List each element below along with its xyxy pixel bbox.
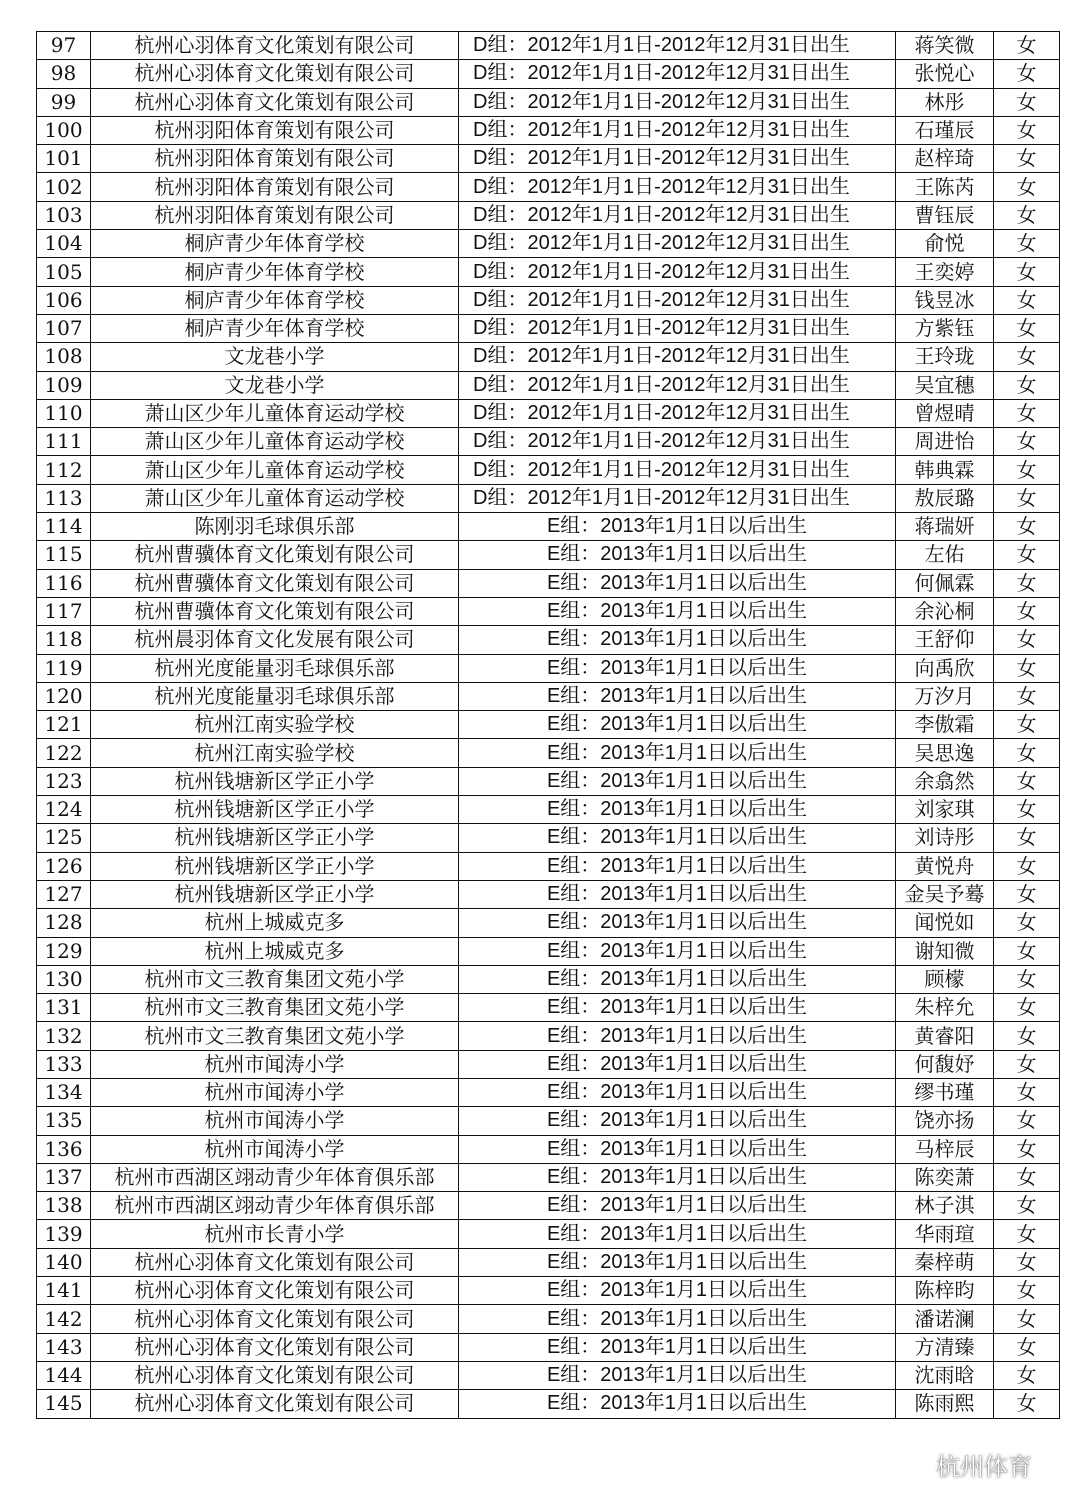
row-number: 99 bbox=[37, 88, 91, 116]
row-name: 蒋笑微 bbox=[896, 32, 994, 60]
row-group: E组：2013年1月1日以后出生 bbox=[459, 880, 896, 908]
row-sex: 女 bbox=[994, 484, 1060, 512]
row-unit: 杭州心羽体育文化策划有限公司 bbox=[91, 32, 459, 60]
table-row bbox=[37, 88, 1060, 116]
row-number: 138 bbox=[37, 1192, 91, 1220]
row-sex: 女 bbox=[994, 201, 1060, 229]
table-row bbox=[37, 513, 1060, 541]
row-number: 139 bbox=[37, 1220, 91, 1248]
row-group: E组：2013年1月1日以后出生 bbox=[459, 513, 896, 541]
row-unit: 杭州江南实验学校 bbox=[91, 739, 459, 767]
row-group: D组：2012年1月1日-2012年12月31日出生 bbox=[459, 399, 896, 427]
row-group: E组：2013年1月1日以后出生 bbox=[459, 1163, 896, 1191]
table-row bbox=[37, 1163, 1060, 1191]
row-name: 朱梓允 bbox=[896, 994, 994, 1022]
row-name: 刘诗彤 bbox=[896, 824, 994, 852]
table-row bbox=[37, 484, 1060, 512]
row-name: 王舒仰 bbox=[896, 626, 994, 654]
row-sex: 女 bbox=[994, 1022, 1060, 1050]
row-name: 张悦心 bbox=[896, 60, 994, 88]
row-sex: 女 bbox=[994, 909, 1060, 937]
row-group: E组：2013年1月1日以后出生 bbox=[459, 739, 896, 767]
row-unit: 杭州市闻涛小学 bbox=[91, 1078, 459, 1106]
row-group: E组：2013年1月1日以后出生 bbox=[459, 1192, 896, 1220]
row-name: 吴宜穗 bbox=[896, 371, 994, 399]
row-name: 华雨瑄 bbox=[896, 1220, 994, 1248]
row-sex: 女 bbox=[994, 428, 1060, 456]
row-unit: 文龙巷小学 bbox=[91, 371, 459, 399]
table-row bbox=[37, 1277, 1060, 1305]
roster-body bbox=[37, 32, 1060, 1419]
table-row bbox=[37, 201, 1060, 229]
row-name: 林子淇 bbox=[896, 1192, 994, 1220]
row-number: 137 bbox=[37, 1163, 91, 1191]
row-number: 98 bbox=[37, 60, 91, 88]
row-unit: 陈刚羽毛球俱乐部 bbox=[91, 513, 459, 541]
row-name: 何佩霖 bbox=[896, 569, 994, 597]
row-name: 曹钰辰 bbox=[896, 201, 994, 229]
row-unit: 杭州心羽体育文化策划有限公司 bbox=[91, 1361, 459, 1389]
row-number: 130 bbox=[37, 965, 91, 993]
row-group: E组：2013年1月1日以后出生 bbox=[459, 965, 896, 993]
row-group: D组：2012年1月1日-2012年12月31日出生 bbox=[459, 371, 896, 399]
row-number: 123 bbox=[37, 767, 91, 795]
row-group: E组：2013年1月1日以后出生 bbox=[459, 1248, 896, 1276]
row-name: 黄睿阳 bbox=[896, 1022, 994, 1050]
row-group: E组：2013年1月1日以后出生 bbox=[459, 1390, 896, 1418]
row-number: 97 bbox=[37, 32, 91, 60]
row-sex: 女 bbox=[994, 711, 1060, 739]
row-group: E组：2013年1月1日以后出生 bbox=[459, 1220, 896, 1248]
row-unit: 杭州市闻涛小学 bbox=[91, 1107, 459, 1135]
row-group: D组：2012年1月1日-2012年12月31日出生 bbox=[459, 314, 896, 342]
row-number: 105 bbox=[37, 258, 91, 286]
row-group: E组：2013年1月1日以后出生 bbox=[459, 626, 896, 654]
row-unit: 桐庐青少年体育学校 bbox=[91, 286, 459, 314]
table-row bbox=[37, 32, 1060, 60]
row-sex: 女 bbox=[994, 1050, 1060, 1078]
row-sex: 女 bbox=[994, 1220, 1060, 1248]
row-sex: 女 bbox=[994, 314, 1060, 342]
table-row bbox=[37, 597, 1060, 625]
row-group: E组：2013年1月1日以后出生 bbox=[459, 1305, 896, 1333]
row-number: 104 bbox=[37, 230, 91, 258]
row-unit: 杭州曹骥体育文化策划有限公司 bbox=[91, 569, 459, 597]
row-sex: 女 bbox=[994, 230, 1060, 258]
table-row bbox=[37, 654, 1060, 682]
row-group: D组：2012年1月1日-2012年12月31日出生 bbox=[459, 258, 896, 286]
row-group: E组：2013年1月1日以后出生 bbox=[459, 1107, 896, 1135]
watermark bbox=[896, 1446, 1032, 1482]
row-sex: 女 bbox=[994, 569, 1060, 597]
row-group: D组：2012年1月1日-2012年12月31日出生 bbox=[459, 173, 896, 201]
row-group: D组：2012年1月1日-2012年12月31日出生 bbox=[459, 286, 896, 314]
row-unit: 杭州市文三教育集团文苑小学 bbox=[91, 965, 459, 993]
row-number: 118 bbox=[37, 626, 91, 654]
row-name: 吴思逸 bbox=[896, 739, 994, 767]
row-name: 金吴予蓦 bbox=[896, 880, 994, 908]
row-group: D组：2012年1月1日-2012年12月31日出生 bbox=[459, 201, 896, 229]
row-number: 143 bbox=[37, 1333, 91, 1361]
row-group: D组：2012年1月1日-2012年12月31日出生 bbox=[459, 145, 896, 173]
row-number: 122 bbox=[37, 739, 91, 767]
row-sex: 女 bbox=[994, 456, 1060, 484]
row-name: 陈雨熙 bbox=[896, 1390, 994, 1418]
row-sex: 女 bbox=[994, 513, 1060, 541]
row-sex: 女 bbox=[994, 937, 1060, 965]
row-number: 132 bbox=[37, 1022, 91, 1050]
row-group: D组：2012年1月1日-2012年12月31日出生 bbox=[459, 60, 896, 88]
table-row bbox=[37, 965, 1060, 993]
row-group: D组：2012年1月1日-2012年12月31日出生 bbox=[459, 456, 896, 484]
row-number: 119 bbox=[37, 654, 91, 682]
row-group: E组：2013年1月1日以后出生 bbox=[459, 824, 896, 852]
row-group: D组：2012年1月1日-2012年12月31日出生 bbox=[459, 428, 896, 456]
row-group: E组：2013年1月1日以后出生 bbox=[459, 1333, 896, 1361]
row-number: 111 bbox=[37, 428, 91, 456]
row-sex: 女 bbox=[994, 880, 1060, 908]
row-name: 石瑾辰 bbox=[896, 116, 994, 144]
table-row bbox=[37, 1305, 1060, 1333]
row-number: 136 bbox=[37, 1135, 91, 1163]
row-number: 126 bbox=[37, 852, 91, 880]
row-sex: 女 bbox=[994, 343, 1060, 371]
table-row bbox=[37, 682, 1060, 710]
table-row bbox=[37, 1050, 1060, 1078]
table-row bbox=[37, 767, 1060, 795]
row-name: 方紫钰 bbox=[896, 314, 994, 342]
row-number: 145 bbox=[37, 1390, 91, 1418]
row-group: D组：2012年1月1日-2012年12月31日出生 bbox=[459, 230, 896, 258]
row-group: E组：2013年1月1日以后出生 bbox=[459, 541, 896, 569]
row-number: 127 bbox=[37, 880, 91, 908]
row-unit: 杭州羽阳体育策划有限公司 bbox=[91, 201, 459, 229]
row-unit: 桐庐青少年体育学校 bbox=[91, 314, 459, 342]
row-sex: 女 bbox=[994, 541, 1060, 569]
row-name: 钱昱冰 bbox=[896, 286, 994, 314]
row-sex: 女 bbox=[994, 1361, 1060, 1389]
row-unit: 杭州心羽体育文化策划有限公司 bbox=[91, 1390, 459, 1418]
row-group: E组：2013年1月1日以后出生 bbox=[459, 682, 896, 710]
table-row bbox=[37, 739, 1060, 767]
row-name: 谢知微 bbox=[896, 937, 994, 965]
row-sex: 女 bbox=[994, 1163, 1060, 1191]
row-name: 林彤 bbox=[896, 88, 994, 116]
row-number: 108 bbox=[37, 343, 91, 371]
row-unit: 杭州钱塘新区学正小学 bbox=[91, 796, 459, 824]
watermark-text: 杭州体育 bbox=[936, 1452, 1032, 1481]
row-name: 王陈芮 bbox=[896, 173, 994, 201]
row-number: 102 bbox=[37, 173, 91, 201]
row-name: 敖辰璐 bbox=[896, 484, 994, 512]
row-number: 107 bbox=[37, 314, 91, 342]
row-group: E组：2013年1月1日以后出生 bbox=[459, 1078, 896, 1106]
row-sex: 女 bbox=[994, 371, 1060, 399]
row-name: 向禹欣 bbox=[896, 654, 994, 682]
table-row bbox=[37, 994, 1060, 1022]
row-name: 王奕婷 bbox=[896, 258, 994, 286]
row-number: 113 bbox=[37, 484, 91, 512]
row-unit: 杭州市西湖区翊动青少年体育俱乐部 bbox=[91, 1192, 459, 1220]
row-unit: 杭州羽阳体育策划有限公司 bbox=[91, 116, 459, 144]
row-group: E组：2013年1月1日以后出生 bbox=[459, 1135, 896, 1163]
row-unit: 杭州钱塘新区学正小学 bbox=[91, 880, 459, 908]
row-group: D组：2012年1月1日-2012年12月31日出生 bbox=[459, 88, 896, 116]
row-number: 124 bbox=[37, 796, 91, 824]
row-name: 潘诺澜 bbox=[896, 1305, 994, 1333]
row-sex: 女 bbox=[994, 258, 1060, 286]
row-unit: 杭州上城威克多 bbox=[91, 937, 459, 965]
row-sex: 女 bbox=[994, 1107, 1060, 1135]
row-number: 101 bbox=[37, 145, 91, 173]
row-number: 110 bbox=[37, 399, 91, 427]
row-name: 陈奕萧 bbox=[896, 1163, 994, 1191]
row-unit: 萧山区少年儿童体育运动学校 bbox=[91, 484, 459, 512]
row-unit: 桐庐青少年体育学校 bbox=[91, 230, 459, 258]
row-sex: 女 bbox=[994, 1078, 1060, 1106]
row-sex: 女 bbox=[994, 824, 1060, 852]
table-row bbox=[37, 1248, 1060, 1276]
row-group: D组：2012年1月1日-2012年12月31日出生 bbox=[459, 484, 896, 512]
row-group: E组：2013年1月1日以后出生 bbox=[459, 1022, 896, 1050]
row-unit: 杭州曹骥体育文化策划有限公司 bbox=[91, 597, 459, 625]
table-row bbox=[37, 824, 1060, 852]
row-sex: 女 bbox=[994, 173, 1060, 201]
row-sex: 女 bbox=[994, 626, 1060, 654]
row-name: 韩典霖 bbox=[896, 456, 994, 484]
row-sex: 女 bbox=[994, 654, 1060, 682]
row-unit: 萧山区少年儿童体育运动学校 bbox=[91, 399, 459, 427]
row-name: 饶亦扬 bbox=[896, 1107, 994, 1135]
row-number: 142 bbox=[37, 1305, 91, 1333]
row-unit: 杭州江南实验学校 bbox=[91, 711, 459, 739]
table-row bbox=[37, 173, 1060, 201]
row-unit: 萧山区少年儿童体育运动学校 bbox=[91, 428, 459, 456]
table-row bbox=[37, 852, 1060, 880]
table-row bbox=[37, 796, 1060, 824]
table-row bbox=[37, 937, 1060, 965]
table-row bbox=[37, 399, 1060, 427]
row-number: 117 bbox=[37, 597, 91, 625]
row-name: 余沁桐 bbox=[896, 597, 994, 625]
row-group: E组：2013年1月1日以后出生 bbox=[459, 909, 896, 937]
row-name: 周进怡 bbox=[896, 428, 994, 456]
row-unit: 桐庐青少年体育学校 bbox=[91, 258, 459, 286]
table-row bbox=[37, 314, 1060, 342]
table-row bbox=[37, 541, 1060, 569]
row-sex: 女 bbox=[994, 796, 1060, 824]
row-number: 134 bbox=[37, 1078, 91, 1106]
row-unit: 杭州晨羽体育文化发展有限公司 bbox=[91, 626, 459, 654]
row-sex: 女 bbox=[994, 1305, 1060, 1333]
row-sex: 女 bbox=[994, 60, 1060, 88]
row-unit: 杭州钱塘新区学正小学 bbox=[91, 852, 459, 880]
row-name: 陈梓昀 bbox=[896, 1277, 994, 1305]
table-row bbox=[37, 711, 1060, 739]
table-row bbox=[37, 343, 1060, 371]
row-number: 131 bbox=[37, 994, 91, 1022]
row-name: 王玲珑 bbox=[896, 343, 994, 371]
row-unit: 杭州市闻涛小学 bbox=[91, 1135, 459, 1163]
row-number: 103 bbox=[37, 201, 91, 229]
row-group: E组：2013年1月1日以后出生 bbox=[459, 796, 896, 824]
table-row bbox=[37, 145, 1060, 173]
row-unit: 杭州上城威克多 bbox=[91, 909, 459, 937]
table-row bbox=[37, 1022, 1060, 1050]
row-number: 120 bbox=[37, 682, 91, 710]
row-unit: 杭州羽阳体育策划有限公司 bbox=[91, 145, 459, 173]
row-number: 121 bbox=[37, 711, 91, 739]
row-name: 闻悦如 bbox=[896, 909, 994, 937]
row-sex: 女 bbox=[994, 1135, 1060, 1163]
row-group: D组：2012年1月1日-2012年12月31日出生 bbox=[459, 343, 896, 371]
table-row bbox=[37, 371, 1060, 399]
row-name: 方清臻 bbox=[896, 1333, 994, 1361]
row-unit: 萧山区少年儿童体育运动学校 bbox=[91, 456, 459, 484]
table-row bbox=[37, 909, 1060, 937]
table-row bbox=[37, 1135, 1060, 1163]
row-group: E组：2013年1月1日以后出生 bbox=[459, 1277, 896, 1305]
row-name: 万汐月 bbox=[896, 682, 994, 710]
row-sex: 女 bbox=[994, 852, 1060, 880]
row-unit: 杭州市长青小学 bbox=[91, 1220, 459, 1248]
row-number: 109 bbox=[37, 371, 91, 399]
row-number: 114 bbox=[37, 513, 91, 541]
row-name: 沈雨晗 bbox=[896, 1361, 994, 1389]
row-sex: 女 bbox=[994, 1333, 1060, 1361]
row-number: 129 bbox=[37, 937, 91, 965]
row-name: 蒋瑞妍 bbox=[896, 513, 994, 541]
row-sex: 女 bbox=[994, 32, 1060, 60]
row-name: 李傲霜 bbox=[896, 711, 994, 739]
table-row bbox=[37, 569, 1060, 597]
row-name: 赵梓琦 bbox=[896, 145, 994, 173]
row-group: D组：2012年1月1日-2012年12月31日出生 bbox=[459, 116, 896, 144]
row-name: 余翕然 bbox=[896, 767, 994, 795]
row-unit: 杭州心羽体育文化策划有限公司 bbox=[91, 88, 459, 116]
table-row bbox=[37, 626, 1060, 654]
table-row bbox=[37, 286, 1060, 314]
row-unit: 杭州市闻涛小学 bbox=[91, 1050, 459, 1078]
row-sex: 女 bbox=[994, 286, 1060, 314]
row-group: E组：2013年1月1日以后出生 bbox=[459, 711, 896, 739]
row-sex: 女 bbox=[994, 1192, 1060, 1220]
row-sex: 女 bbox=[994, 767, 1060, 795]
table-row bbox=[37, 60, 1060, 88]
row-name: 俞悦 bbox=[896, 230, 994, 258]
row-number: 112 bbox=[37, 456, 91, 484]
row-group: E组：2013年1月1日以后出生 bbox=[459, 597, 896, 625]
row-number: 144 bbox=[37, 1361, 91, 1389]
row-unit: 文龙巷小学 bbox=[91, 343, 459, 371]
row-group: E组：2013年1月1日以后出生 bbox=[459, 937, 896, 965]
row-group: E组：2013年1月1日以后出生 bbox=[459, 1050, 896, 1078]
row-unit: 杭州心羽体育文化策划有限公司 bbox=[91, 1277, 459, 1305]
row-sex: 女 bbox=[994, 88, 1060, 116]
table-row bbox=[37, 428, 1060, 456]
row-name: 秦梓萌 bbox=[896, 1248, 994, 1276]
row-name: 黄悦舟 bbox=[896, 852, 994, 880]
row-unit: 杭州曹骥体育文化策划有限公司 bbox=[91, 541, 459, 569]
row-unit: 杭州钱塘新区学正小学 bbox=[91, 767, 459, 795]
row-unit: 杭州羽阳体育策划有限公司 bbox=[91, 173, 459, 201]
row-unit: 杭州市文三教育集团文苑小学 bbox=[91, 1022, 459, 1050]
table-row bbox=[37, 1390, 1060, 1418]
row-unit: 杭州光度能量羽毛球俱乐部 bbox=[91, 654, 459, 682]
row-group: E组：2013年1月1日以后出生 bbox=[459, 569, 896, 597]
row-number: 140 bbox=[37, 1248, 91, 1276]
row-number: 115 bbox=[37, 541, 91, 569]
row-sex: 女 bbox=[994, 1390, 1060, 1418]
row-number: 125 bbox=[37, 824, 91, 852]
table-row bbox=[37, 880, 1060, 908]
row-group: E组：2013年1月1日以后出生 bbox=[459, 852, 896, 880]
row-number: 135 bbox=[37, 1107, 91, 1135]
row-sex: 女 bbox=[994, 399, 1060, 427]
row-unit: 杭州心羽体育文化策划有限公司 bbox=[91, 1333, 459, 1361]
table-row bbox=[37, 456, 1060, 484]
row-number: 106 bbox=[37, 286, 91, 314]
row-group: E组：2013年1月1日以后出生 bbox=[459, 994, 896, 1022]
row-unit: 杭州光度能量羽毛球俱乐部 bbox=[91, 682, 459, 710]
row-name: 曾煜晴 bbox=[896, 399, 994, 427]
row-sex: 女 bbox=[994, 1248, 1060, 1276]
wechat-icon bbox=[896, 1450, 930, 1478]
row-number: 100 bbox=[37, 116, 91, 144]
table-row bbox=[37, 1192, 1060, 1220]
table-row bbox=[37, 1361, 1060, 1389]
row-sex: 女 bbox=[994, 994, 1060, 1022]
row-name: 缪书瑾 bbox=[896, 1078, 994, 1106]
row-unit: 杭州心羽体育文化策划有限公司 bbox=[91, 60, 459, 88]
row-group: E组：2013年1月1日以后出生 bbox=[459, 654, 896, 682]
row-unit: 杭州心羽体育文化策划有限公司 bbox=[91, 1248, 459, 1276]
table-row bbox=[37, 230, 1060, 258]
row-unit: 杭州心羽体育文化策划有限公司 bbox=[91, 1305, 459, 1333]
row-unit: 杭州市西湖区翊动青少年体育俱乐部 bbox=[91, 1163, 459, 1191]
row-name: 马梓辰 bbox=[896, 1135, 994, 1163]
roster-table bbox=[36, 31, 1060, 1419]
row-sex: 女 bbox=[994, 1277, 1060, 1305]
row-name: 左佑 bbox=[896, 541, 994, 569]
row-unit: 杭州钱塘新区学正小学 bbox=[91, 824, 459, 852]
row-number: 141 bbox=[37, 1277, 91, 1305]
row-sex: 女 bbox=[994, 965, 1060, 993]
table-row bbox=[37, 1078, 1060, 1106]
row-group: E组：2013年1月1日以后出生 bbox=[459, 1361, 896, 1389]
row-number: 128 bbox=[37, 909, 91, 937]
row-sex: 女 bbox=[994, 739, 1060, 767]
row-sex: 女 bbox=[994, 145, 1060, 173]
row-name: 顾檬 bbox=[896, 965, 994, 993]
row-group: D组：2012年1月1日-2012年12月31日出生 bbox=[459, 32, 896, 60]
table-row bbox=[37, 1107, 1060, 1135]
row-group: E组：2013年1月1日以后出生 bbox=[459, 767, 896, 795]
table-row bbox=[37, 258, 1060, 286]
row-name: 刘家琪 bbox=[896, 796, 994, 824]
row-sex: 女 bbox=[994, 682, 1060, 710]
row-number: 133 bbox=[37, 1050, 91, 1078]
table-row bbox=[37, 116, 1060, 144]
row-name: 何馥妤 bbox=[896, 1050, 994, 1078]
row-sex: 女 bbox=[994, 116, 1060, 144]
row-sex: 女 bbox=[994, 597, 1060, 625]
table-row bbox=[37, 1333, 1060, 1361]
table-row bbox=[37, 1220, 1060, 1248]
row-unit: 杭州市文三教育集团文苑小学 bbox=[91, 994, 459, 1022]
row-number: 116 bbox=[37, 569, 91, 597]
